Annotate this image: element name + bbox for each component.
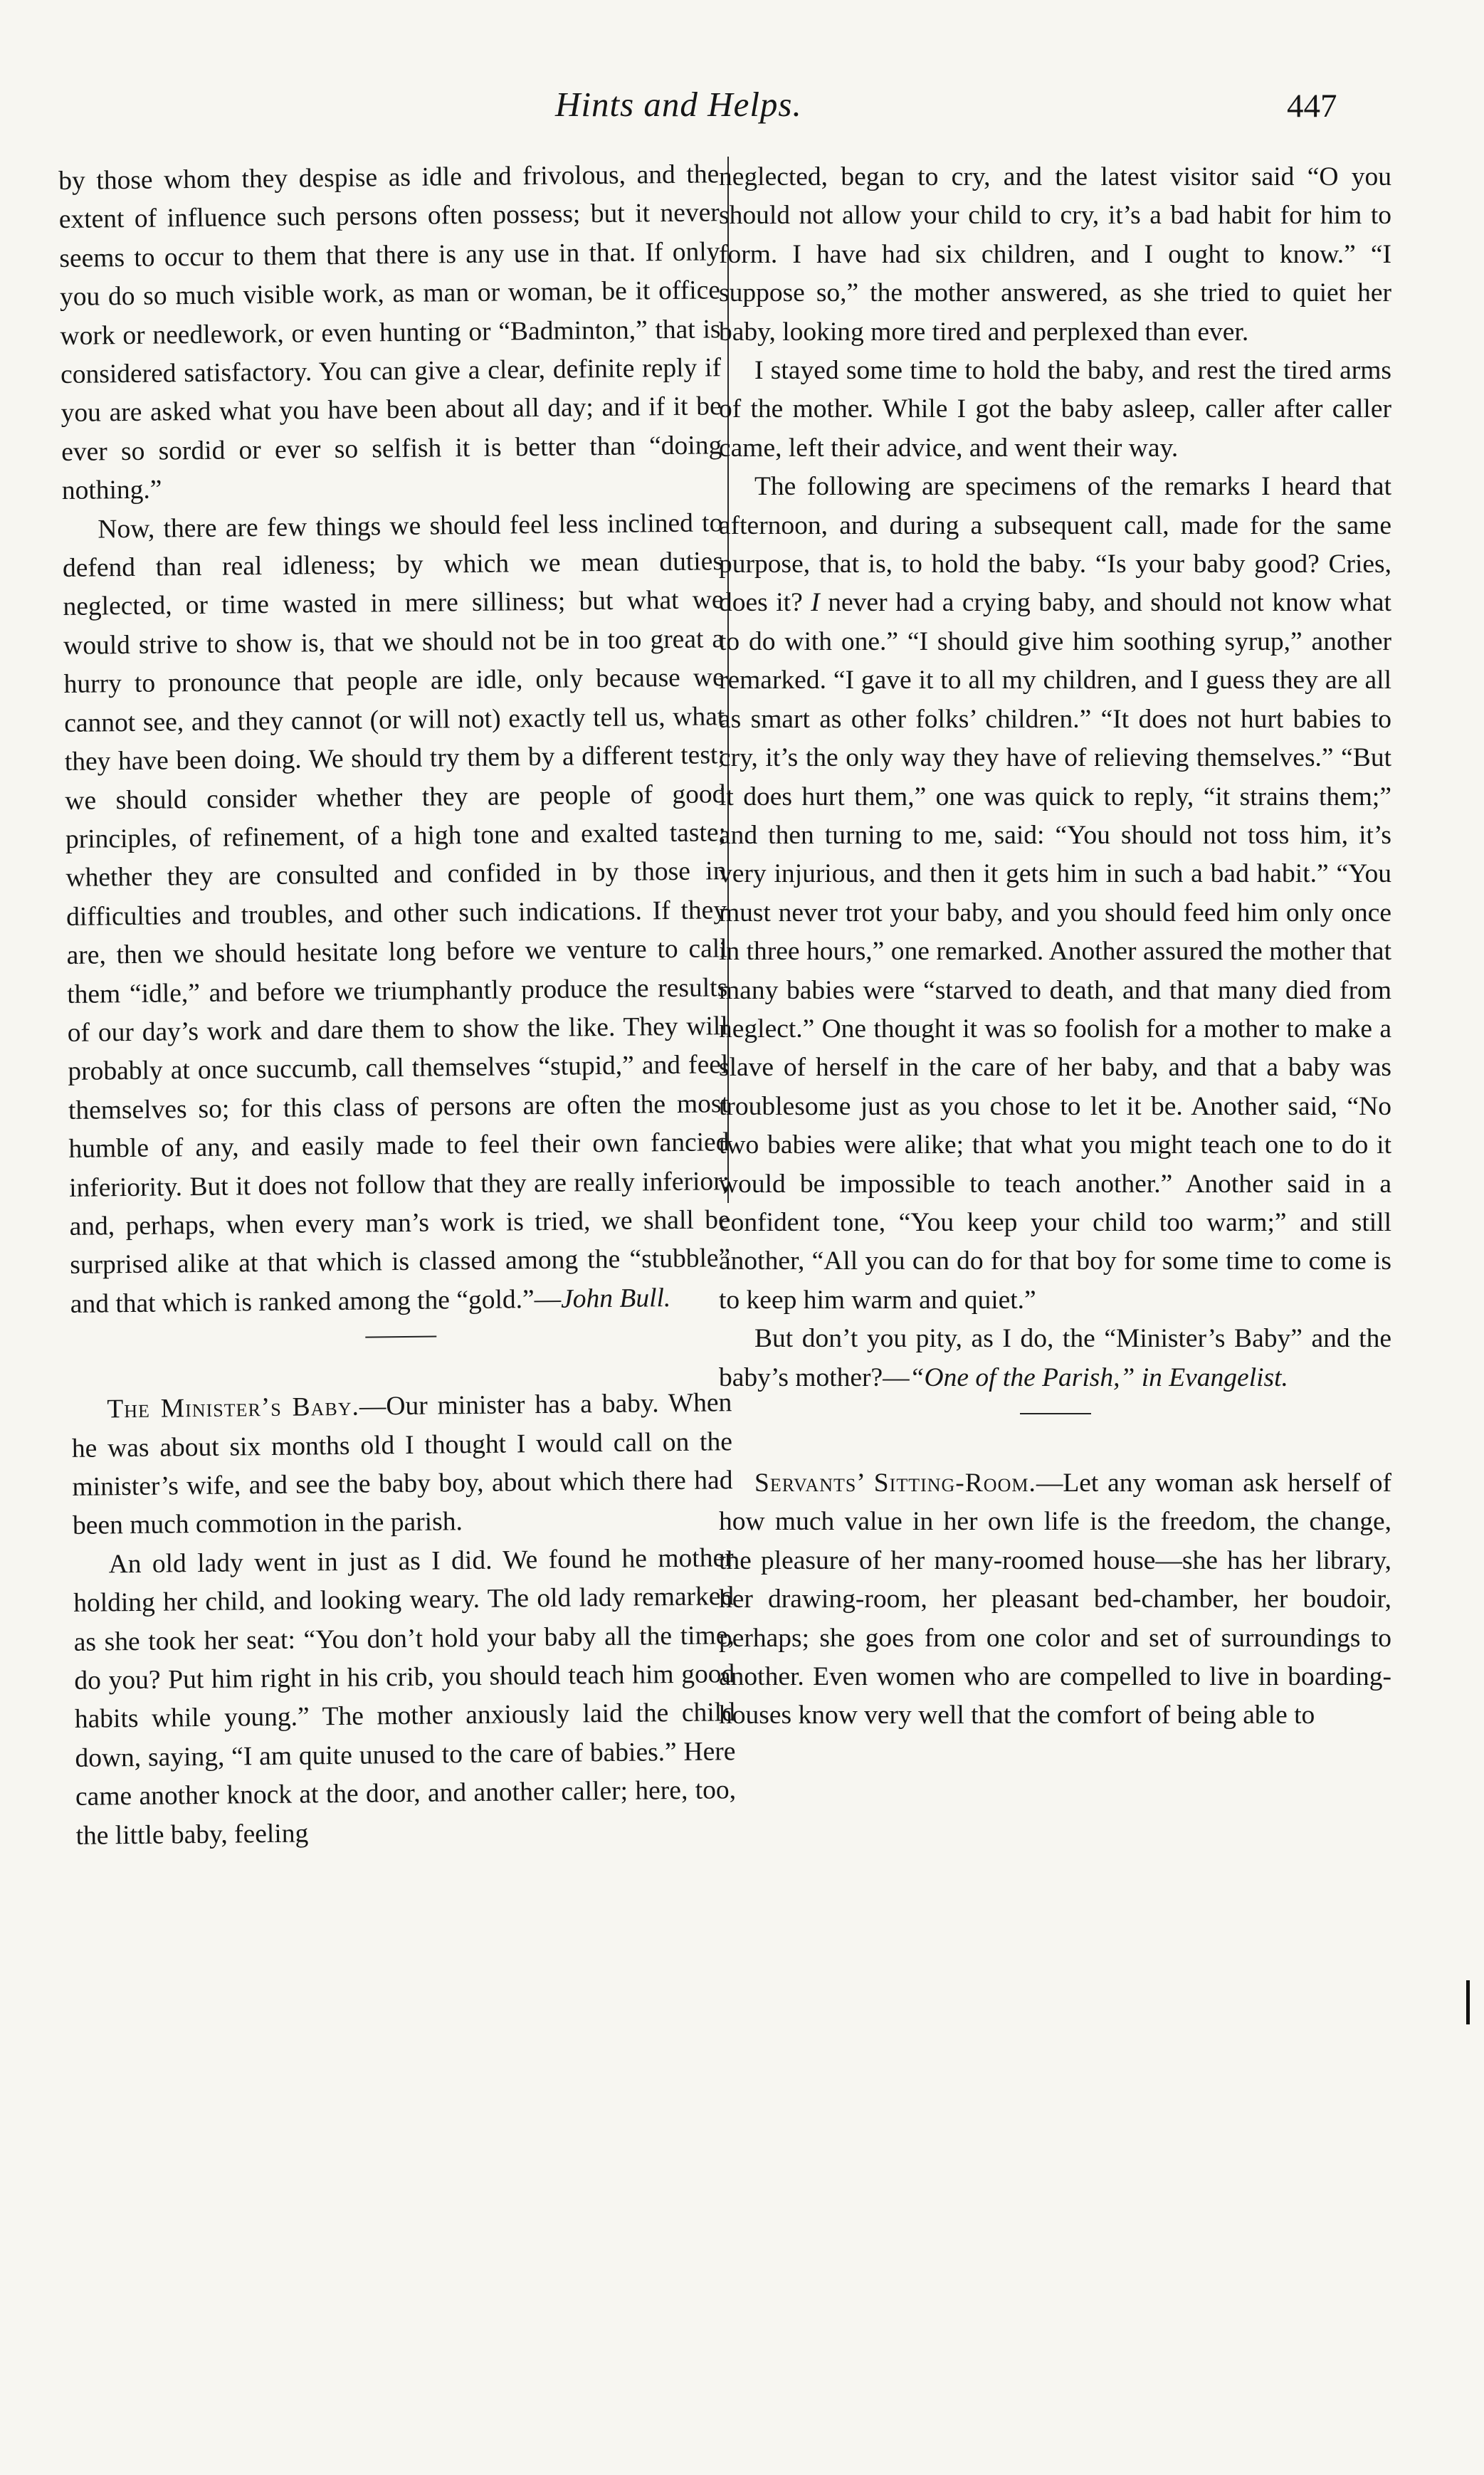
paragraph-held-baby: I stayed some time to hold the baby, and rest the tired arms of the mother. While I got the baby asleep, caller after caller came, left their advice, and went their way. — [719, 356, 1391, 463]
paragraph-minister-intro — [71, 1384, 733, 1545]
left-column — [58, 155, 737, 1856]
right-column — [719, 158, 1391, 1735]
page-number: 447 — [1287, 88, 1337, 125]
source-attribution: John Bull. — [560, 1283, 671, 1314]
section-spacer — [719, 1430, 1391, 1464]
paragraph-remarks — [719, 468, 1391, 1320]
paragraph-text: —Let any woman ask herself of how much value in her own life is the freedom, the change, the pleasure of her many-roomed house—she has her library, her drawing-room, her pleasant bed-chamber, her boudoir, perhaps; she goes from one color and set of surroundings to another. Even women who are compelled to live in boarding-houses know very well that the comfort of being able to — [719, 1468, 1391, 1730]
paragraph-text: —Our minister has a baby. When he was about six months old I thought I would call on the minister’s wife, and see the baby boy, about which there had been much commotion in the parish. — [71, 1388, 733, 1541]
scan-edge-mark — [1466, 1980, 1470, 2024]
source-attribution: “One of the Parish,” in Evangelist. — [909, 1362, 1288, 1392]
paragraph-idleness-end: by those whom they despise as idle and frivolous, and the extent of influence such persons often possess; but it never seems to occur to them that there is any use in that. If only you do so much visible work, as man or woman, be it office work or needlework, or even hunting or “Badminton,” that is considered satisfactory. You can give a clear, definite reply if you are asked what you have been about all day; and if it be ever so sordid or ever so selfish it is better than “doing nothing.” — [58, 159, 722, 506]
paragraph-idleness-test — [62, 504, 731, 1324]
section-divider — [1020, 1413, 1091, 1414]
paragraph-latest-visitor: neglected, began to cry, and the latest visitor said “O you should not allow your child to cry, it’s a bad habit for him to form. I have had six children, and I ought to know.” “I suppose so,” the mother answered, as she tried to quiet her baby, looking more tired and perplexed than ever. — [719, 162, 1391, 347]
section-divider — [365, 1336, 436, 1338]
page-header — [0, 84, 1484, 141]
emphasis: I — [811, 588, 820, 618]
paragraph-text: Now, there are few things we should feel less inclined to defend than real idleness; by which we mean duties neglected, or time wasted in mere silliness; but what we would strive to show is, that we should not be in too great a hurry to pronounce that people are idle, only because we cannot see, and they cannot (or will not) exactly tell us, what they have been doing. We should try them by a different test; we should consider whether they are people of good principles, of refinement, of a high tone and exalted taste; whether they are consulted and confided in by those in difficulties and troubles, and other such indications. If they are, then we should hesitate long before we venture to call them “idle,” and before we triumphantly produce the results of our day’s work and dare them to show the like. They will probably at once succumb, call themselves “stupid,” and feel themselves so; for this class of persons are often the most humble of any, and easily made to feel their own fancied inferiority. But it does not follow that they are really inferior; and, perhaps, when every man’s work is tried, we shall be surprised alike at that which is classed among the “stubble” and that which is ranked among the “gold.”— — [62, 508, 731, 1319]
paragraph-old-lady: An old lady went in just as I did. We found he mother holding her child, and looking weary. The old lady remarked as she took her seat: “You don’t hold your baby all the time, do you? Put him right in his crib, you should teach him good habits while young.” The mother anxiously laid the child down, saying, “I am quite unused to the care of babies.” Here came another knock at the door, and another caller; here, too, the little baby, feeling — [73, 1543, 737, 1851]
section-heading: Servants’ Sitting-Room. — [754, 1468, 1036, 1498]
paragraph-pity — [719, 1320, 1391, 1397]
running-title: Hints and Helps. — [555, 85, 802, 124]
section-heading: The Minister’s Baby. — [107, 1392, 360, 1424]
paragraph-servants-room — [719, 1464, 1391, 1735]
paragraph-text: But don’t you pity, as I do, the “Minister’s Baby” and the baby’s mother?— — [719, 1324, 1391, 1392]
paragraph-text: The following are specimens of the remarks I heard that afternoon, and during a subsequent call, made for the same purpose, that is, to hold the baby. “Is your baby good? Cries, does it? — [719, 472, 1391, 618]
paragraph-text: never had a crying baby, and should not know what to do with one.” “I should give him soothing syrup,” another remarked. “I gave it to all my children, and I guess they are all as smart as other folks’ children.” “It does not hurt babies to cry, it’s the only way they have of relieving themselves.” “But it does hurt them,” one was quick to reply, “it strains them;” and then turning to me, said: “You should not toss him, it’s very injurious, and then it gets him in such a bad habit.” “You must never trot your baby, and you should feed him only once in three hours,” one remarked. Another assured the mother that many babies were “starved to death, and that many died from neglect.” One thought it was so foolish for a mother to make a slave of herself in the care of her baby, and that a baby was troublesome just as you chose to let it be. Another said, “No two babies were alike; that what you might teach one to do it would be impossible to teach another.” Another said in a confident tone, “You keep your child too warm;” and still another, “All you can do for that boy for some time to come is to keep him warm and quiet.” — [719, 588, 1391, 1315]
